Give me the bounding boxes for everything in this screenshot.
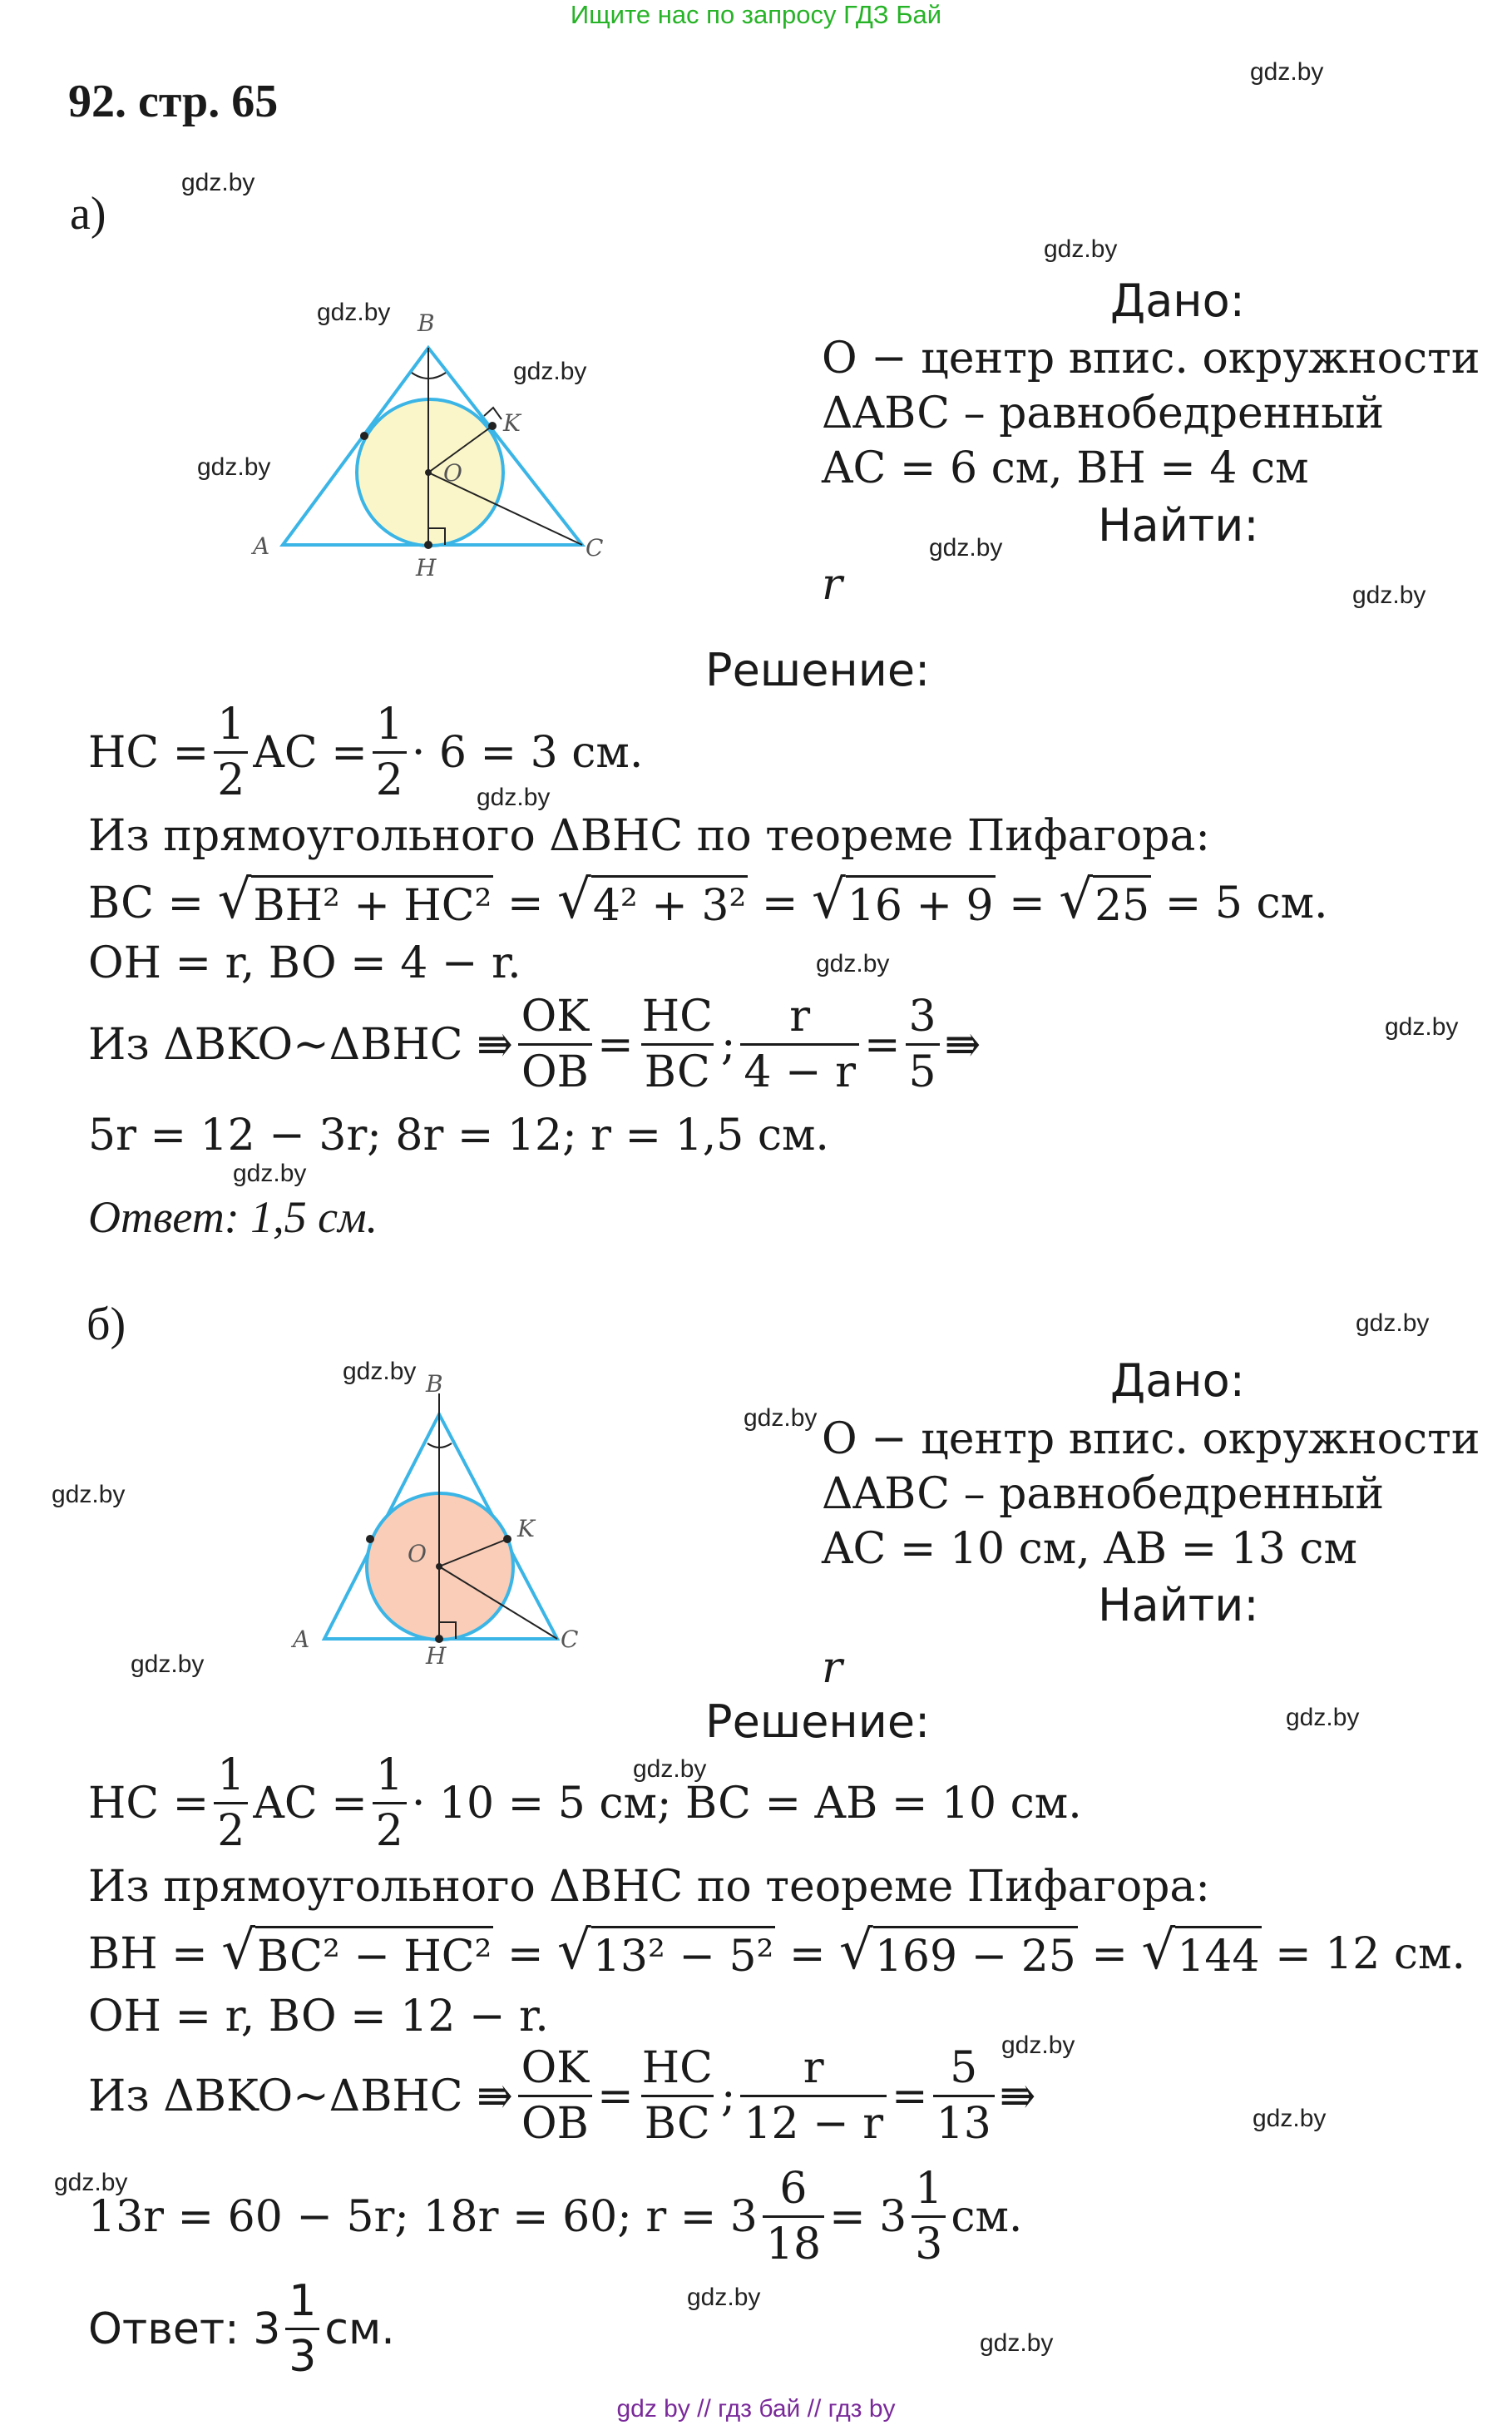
given-item: ΔABC – равнобедренный: [822, 1469, 1385, 1519]
given-list: [822, 331, 1480, 496]
watermark: gdz.by: [1286, 1704, 1360, 1731]
solution-line-3: BH = √ BC² − HC² = √ 13² − 5² = √ 169 − 25 = √ 144 = 12 см.: [88, 1920, 1466, 1982]
fraction: $\frac{5}{13}$: [933, 2046, 995, 2145]
label-a: A: [253, 532, 270, 560]
point-k: [488, 422, 497, 430]
fraction: $\frac{3}{5}$: [906, 995, 940, 1094]
square-root: √ BH² + HC²: [217, 869, 492, 931]
part-b-label: б): [86, 1299, 126, 1350]
label-b: B: [418, 309, 435, 337]
watermark: gdz.by: [1044, 235, 1118, 263]
label-c: C: [586, 534, 604, 562]
solution-line-2: Из прямоугольного ΔBHC по теореме Пифагора:: [88, 811, 1210, 861]
watermark: gdz.by: [1253, 2105, 1327, 2132]
watermark: gdz.by: [317, 299, 391, 326]
fraction: $\frac{OK}{OB}$: [518, 995, 592, 1094]
fraction: $\frac{OK}{OB}$: [518, 2046, 592, 2145]
watermark: gdz.by: [233, 1160, 307, 1187]
find-title: Найти:: [1098, 1579, 1259, 1631]
given-title: Дано:: [1110, 1354, 1245, 1407]
watermark: gdz.by: [52, 1481, 126, 1508]
solution-line-4: OH = r, BO = 12 − r.: [88, 1992, 549, 2041]
watermark: gdz.by: [1385, 1013, 1459, 1041]
solution-line-2: Из прямоугольного ΔBHC по теореме Пифагора:: [88, 1862, 1210, 1912]
watermark: gdz.by: [181, 169, 255, 196]
given-title: Дано:: [1110, 275, 1245, 327]
watermark: gdz.by: [513, 358, 587, 385]
point-o: [436, 1563, 442, 1570]
solution-line-3: BC = √ BH² + HC² = √ 4² + 3² = √ 16 + 9 = √ 25 = 5 см.: [88, 869, 1328, 931]
given-item: AC = 10 см, AB = 13 см: [822, 1524, 1357, 1574]
given-item: ΔABC – равнобедренный: [822, 389, 1385, 438]
watermark: gdz.by: [197, 453, 271, 481]
solution-line-5: Из ΔBKO~ΔBHC ⇛ $\frac{OK}{OB}$ = $\frac{HC}{BC}$ ; $\frac{r}{4 - r}$ = $\frac{3}{5}$ ⇛: [88, 992, 981, 1097]
watermark: gdz.by: [1250, 58, 1324, 86]
point-h: [424, 541, 432, 549]
given-list: [822, 1412, 1480, 1576]
watermark: gdz.by: [343, 1358, 417, 1385]
watermark: gdz.by: [1001, 2032, 1075, 2059]
watermark: gdz.by: [816, 950, 890, 977]
solution-line-6: 13r = 60 − 5r; 18r = 60; r = 3 $\frac{6}{18}$ = 3 $\frac{1}{3}$ см.: [88, 2164, 1023, 2269]
part-a-figure: [241, 308, 624, 582]
label-a: A: [293, 1626, 310, 1653]
solution-line-6: 5r = 12 − 3r; 8r = 12; r = 1,5 см.: [88, 1111, 829, 1161]
watermark: gdz.by: [980, 2329, 1054, 2357]
label-b: B: [426, 1370, 443, 1398]
find-value: r: [822, 560, 842, 610]
square-root: √ 144: [1141, 1920, 1260, 1982]
label-o: O: [443, 459, 462, 487]
label-h: H: [426, 1642, 447, 1668]
fraction: $\frac{6}{18}$: [763, 2167, 824, 2266]
footer-links[interactable]: gdz by // гдз бай // гдз by: [616, 2395, 896, 2423]
label-k: K: [517, 1515, 535, 1542]
label-k: K: [503, 409, 521, 437]
answer-b: Ответ: 3 $\frac{1}{3}$ см.: [88, 2276, 395, 2382]
square-root: √ 25: [1059, 869, 1150, 931]
watermark: gdz.by: [687, 2284, 761, 2311]
point-o: [425, 469, 432, 476]
right-angle-k: [484, 408, 502, 419]
fraction: $\frac{r}{4 - r}$: [740, 995, 859, 1094]
fraction: $\frac{r}{12 - r}$: [740, 2046, 887, 2145]
square-root: √ 169 − 25: [839, 1920, 1076, 1982]
part-a-label: а): [70, 188, 106, 240]
watermark: gdz.by: [54, 2169, 128, 2196]
solution-line-5: Из ΔBKO~ΔBHC ⇛ $\frac{OK}{OB}$ = $\frac{HC}{BC}$ ; $\frac{r}{12 - r}$ = $\frac{5}{13}$ ⇛: [88, 2043, 1036, 2149]
point-tangent-left: [366, 1535, 374, 1543]
answer-a: Ответ: 1,5 см.: [88, 1192, 378, 1242]
solution-line-1: HC = $\frac{1}{2}$ AC = $\frac{1}{2}$ · 6 = 3 см.: [88, 700, 644, 805]
watermark: gdz.by: [131, 1651, 205, 1678]
label-h: H: [416, 554, 437, 582]
fraction: $\frac{1}{2}$: [214, 703, 248, 802]
label-o: O: [408, 1540, 427, 1567]
square-root: √ 4² + 3²: [557, 869, 747, 931]
fraction: $\frac{1}{2}$: [214, 1754, 248, 1853]
watermark: gdz.by: [477, 784, 551, 811]
fraction: $\frac{1}{2}$: [373, 703, 407, 802]
solution-line-1: HC = $\frac{1}{2}$ AC = $\frac{1}{2}$ · 10 = 5 см; BC = AB = 10 см.: [88, 1750, 1082, 1856]
square-root: √ 16 + 9: [811, 869, 994, 931]
watermark: gdz.by: [929, 534, 1003, 562]
square-root: √ BC² − HC²: [221, 1920, 492, 1982]
find-value: r: [822, 1643, 842, 1693]
given-item: O − центр впис. окружности: [822, 334, 1480, 384]
problem-title: 92. стр. 65: [68, 76, 279, 127]
point-tangent-left: [360, 432, 368, 440]
given-item: O − центр впис. окружности: [822, 1414, 1480, 1464]
search-banner[interactable]: Ищите нас по запросу ГДЗ Бай: [570, 0, 942, 29]
watermark: gdz.by: [633, 1755, 707, 1783]
fraction: $\frac{1}{2}$: [373, 1754, 407, 1853]
watermark: gdz.by: [744, 1404, 818, 1432]
find-title: Найти:: [1098, 499, 1259, 552]
fraction: $\frac{HC}{BC}$: [641, 992, 713, 1097]
fraction: $\frac{1}{3}$: [912, 2167, 946, 2266]
fraction: $\frac{1}{3}$: [285, 2279, 319, 2378]
solution-title: Решение:: [705, 1695, 931, 1748]
fraction: $\frac{HC}{BC}$: [641, 2043, 713, 2149]
part-b-figure: [283, 1368, 615, 1668]
watermark: gdz.by: [1352, 582, 1426, 609]
given-item: AC = 6 см, BH = 4 см: [822, 443, 1309, 493]
label-c: C: [561, 1626, 579, 1653]
square-root: √ 13² − 5²: [557, 1920, 774, 1982]
solution-line-4: OH = r, BO = 4 − r.: [88, 938, 521, 988]
point-k: [503, 1535, 511, 1543]
watermark: gdz.by: [1356, 1309, 1430, 1337]
solution-title: Решение:: [705, 644, 931, 696]
